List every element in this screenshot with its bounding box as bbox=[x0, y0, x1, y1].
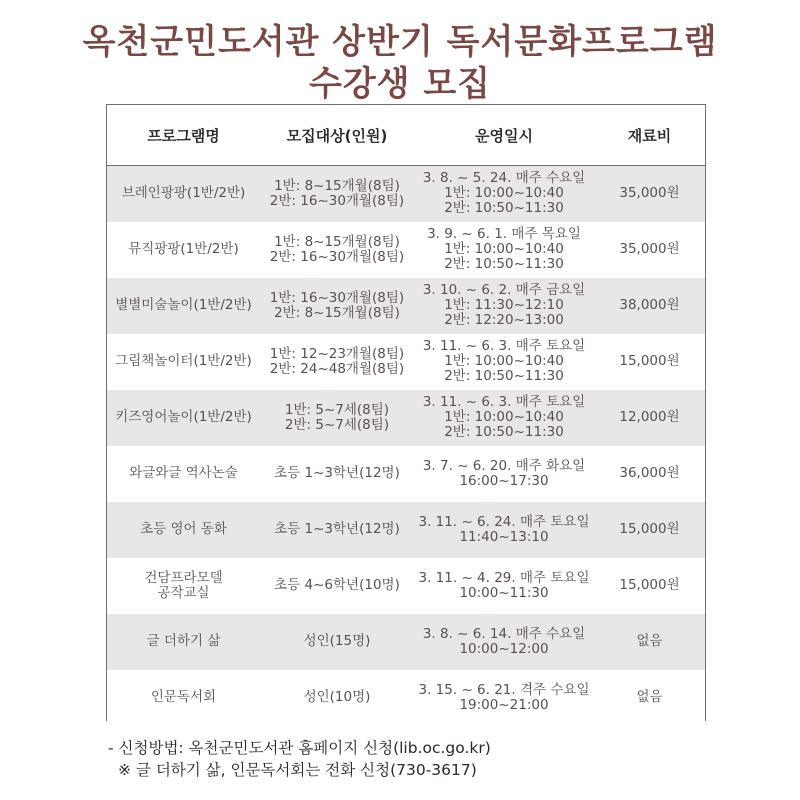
program-name-cell bbox=[107, 446, 260, 502]
page-subtitle: 수강생 모집 bbox=[308, 64, 492, 104]
header-program-name: 프로그램명 bbox=[107, 105, 260, 166]
fee-cell: 35,000원 bbox=[594, 222, 705, 278]
target-cell-line: 1반: 8~15개월(8팀) bbox=[274, 233, 400, 250]
fee-cell: 15,000원 bbox=[594, 558, 705, 614]
table-row bbox=[107, 502, 705, 558]
fee-cell: 35,000원 bbox=[594, 166, 705, 222]
schedule-cell bbox=[414, 390, 594, 446]
program-name-cell-line: 와글와글 역사논술 bbox=[129, 465, 238, 481]
target-cell-line: 1반: 5~7세(8팀) bbox=[284, 401, 390, 418]
program-name-cell bbox=[107, 614, 260, 670]
program-name-cell bbox=[107, 278, 260, 334]
target-cell-line: 성인(10명) bbox=[303, 689, 371, 705]
target-cell bbox=[260, 166, 414, 222]
schedule-cell-line: 3. 10. ~ 6. 2. 매주 금요일 bbox=[422, 282, 586, 298]
fee-cell: 36,000원 bbox=[594, 446, 705, 502]
apply-method-note: - 신청방법: 옥천군민도서관 홈페이지 신청(lib.oc.go.kr) bbox=[108, 739, 491, 757]
program-name-cell bbox=[107, 222, 260, 278]
target-cell bbox=[260, 390, 414, 446]
schedule-cell-line: 3. 15. ~ 6. 21. 격주 수요일 bbox=[418, 681, 590, 698]
schedule-cell-line: 16:00~17:30 bbox=[459, 472, 549, 489]
schedule-cell-line: 2반: 10:50~11:30 bbox=[444, 424, 564, 440]
schedule-cell bbox=[414, 334, 594, 390]
header-fee: 재료비 bbox=[594, 105, 705, 166]
program-name-cell-line: 공작교실 bbox=[157, 584, 210, 601]
table-row bbox=[107, 334, 705, 390]
schedule-cell bbox=[414, 166, 594, 222]
schedule-cell bbox=[414, 670, 594, 726]
target-cell-line: 초등 1~3학년(12명) bbox=[274, 521, 400, 537]
header-target: 모집대상(인원) bbox=[260, 105, 414, 166]
target-cell-line: 2반: 24~48개월(8팀) bbox=[269, 360, 405, 377]
target-cell-line: 초등 4~6학년(10명) bbox=[274, 577, 400, 593]
table-header-row bbox=[107, 105, 705, 166]
target-cell-line: 초등 1~3학년(12명) bbox=[274, 465, 400, 481]
program-name-cell bbox=[107, 166, 260, 222]
program-name-cell-line: 초등 영어 동화 bbox=[140, 521, 227, 537]
program-name-cell-line: 뮤직팡팡(1반/2반) bbox=[128, 241, 239, 257]
page-title: 옥천군민도서관 상반기 독서문화프로그램 bbox=[82, 22, 718, 62]
target-cell bbox=[260, 558, 414, 614]
target-cell-line: 1반: 8~15개월(8팀) bbox=[274, 177, 400, 194]
target-cell bbox=[260, 614, 414, 670]
schedule-cell-line: 2반: 10:50~11:30 bbox=[444, 200, 564, 217]
fee-cell: 없음 bbox=[594, 614, 705, 670]
target-cell bbox=[260, 222, 414, 278]
program-name-cell bbox=[107, 558, 260, 614]
table-row bbox=[107, 166, 705, 222]
schedule-cell-line: 10:00~11:30 bbox=[459, 584, 549, 601]
schedule-cell-line: 1반: 10:00~10:40 bbox=[444, 185, 564, 202]
schedule-cell-line: 3. 11. ~ 6. 3. 매주 토요일 bbox=[422, 338, 586, 354]
schedule-cell-line: 2반: 12:20~13:00 bbox=[444, 312, 564, 328]
target-cell bbox=[260, 278, 414, 334]
schedule-cell-line: 19:00~21:00 bbox=[459, 696, 549, 713]
table-body bbox=[107, 166, 705, 726]
program-name-cell bbox=[107, 390, 260, 446]
program-name-cell-line: 인문독서회 bbox=[150, 689, 217, 705]
target-cell-line: 2반: 16~30개월(8팀) bbox=[269, 248, 405, 265]
schedule-cell bbox=[414, 502, 594, 558]
table-row bbox=[107, 278, 705, 334]
schedule-cell-line: 3. 8. ~ 5. 24. 매주 수요일 bbox=[422, 170, 586, 187]
schedule-cell-line: 3. 11. ~ 6. 24. 매주 토요일 bbox=[418, 513, 590, 530]
schedule-cell-line: 3. 8. ~ 6. 14. 매주 수요일 bbox=[422, 625, 586, 642]
target-cell-line: 1반: 16~30개월(8팀) bbox=[269, 289, 405, 306]
schedule-cell-line: 3. 11. ~ 4. 29. 매주 토요일 bbox=[418, 569, 590, 586]
fee-cell: 38,000원 bbox=[594, 278, 705, 334]
fee-cell: 12,000원 bbox=[594, 390, 705, 446]
schedule-cell bbox=[414, 614, 594, 670]
target-cell-line: 2반: 5~7세(8팀) bbox=[284, 416, 390, 433]
target-cell bbox=[260, 670, 414, 726]
table-row bbox=[107, 222, 705, 278]
schedule-cell-line: 3. 11. ~ 6. 3. 매주 토요일 bbox=[422, 394, 586, 410]
schedule-cell-line: 1반: 10:00~10:40 bbox=[444, 241, 564, 257]
fee-cell: 15,000원 bbox=[594, 334, 705, 390]
program-name-cell-line: 별별미술놀이(1반/2반) bbox=[115, 297, 252, 313]
schedule-cell-line: 2반: 10:50~11:30 bbox=[444, 256, 564, 272]
fee-cell: 없음 bbox=[594, 670, 705, 726]
schedule-cell bbox=[414, 558, 594, 614]
table-row bbox=[107, 390, 705, 446]
target-cell bbox=[260, 502, 414, 558]
schedule-cell-line: 11:40~13:10 bbox=[459, 528, 549, 545]
program-name-cell-line: 그림책놀이터(1반/2반) bbox=[115, 353, 252, 369]
schedule-cell-line: 10:00~12:00 bbox=[459, 640, 549, 657]
target-cell-line: 2반: 16~30개월(8팀) bbox=[269, 192, 405, 209]
table-row bbox=[107, 558, 705, 614]
program-name-cell bbox=[107, 502, 260, 558]
program-name-cell-line: 글 더하기 삶 bbox=[146, 633, 221, 649]
target-cell-line: 1반: 12~23개월(8팀) bbox=[269, 345, 405, 362]
schedule-cell-line: 3. 7. ~ 6. 20. 매주 화요일 bbox=[422, 457, 586, 474]
schedule-cell-line: 1반: 10:00~10:40 bbox=[444, 409, 564, 425]
schedule-cell bbox=[414, 278, 594, 334]
table-row bbox=[107, 446, 705, 502]
schedule-cell-line: 3. 9. ~ 6. 1. 매주 목요일 bbox=[427, 226, 581, 242]
table-row bbox=[107, 614, 705, 670]
fee-cell: 15,000원 bbox=[594, 502, 705, 558]
target-cell-line: 2반: 8~15개월(8팀) bbox=[274, 304, 400, 321]
schedule-cell bbox=[414, 222, 594, 278]
program-name-cell-line: 브레인팡팡(1반/2반) bbox=[121, 185, 246, 202]
program-name-cell-line: 건담프라모델 bbox=[144, 569, 223, 586]
program-name-cell-line: 키즈영어놀이(1반/2반) bbox=[115, 409, 252, 425]
program-name-cell bbox=[107, 670, 260, 726]
table-row bbox=[107, 670, 705, 726]
program-name-cell bbox=[107, 334, 260, 390]
schedule-cell-line: 1반: 11:30~12:10 bbox=[444, 297, 564, 313]
target-cell-line: 성인(15명) bbox=[303, 633, 371, 649]
target-cell bbox=[260, 334, 414, 390]
target-cell bbox=[260, 446, 414, 502]
header-schedule: 운영일시 bbox=[414, 105, 594, 166]
schedule-cell-line: 1반: 10:00~10:40 bbox=[444, 353, 564, 369]
schedule-cell-line: 2반: 10:50~11:30 bbox=[444, 368, 564, 384]
phone-apply-note: ※ 글 더하기 삶, 인문독서회는 전화 신청(730-3617) bbox=[118, 761, 477, 779]
schedule-cell bbox=[414, 446, 594, 502]
program-table bbox=[106, 104, 706, 721]
